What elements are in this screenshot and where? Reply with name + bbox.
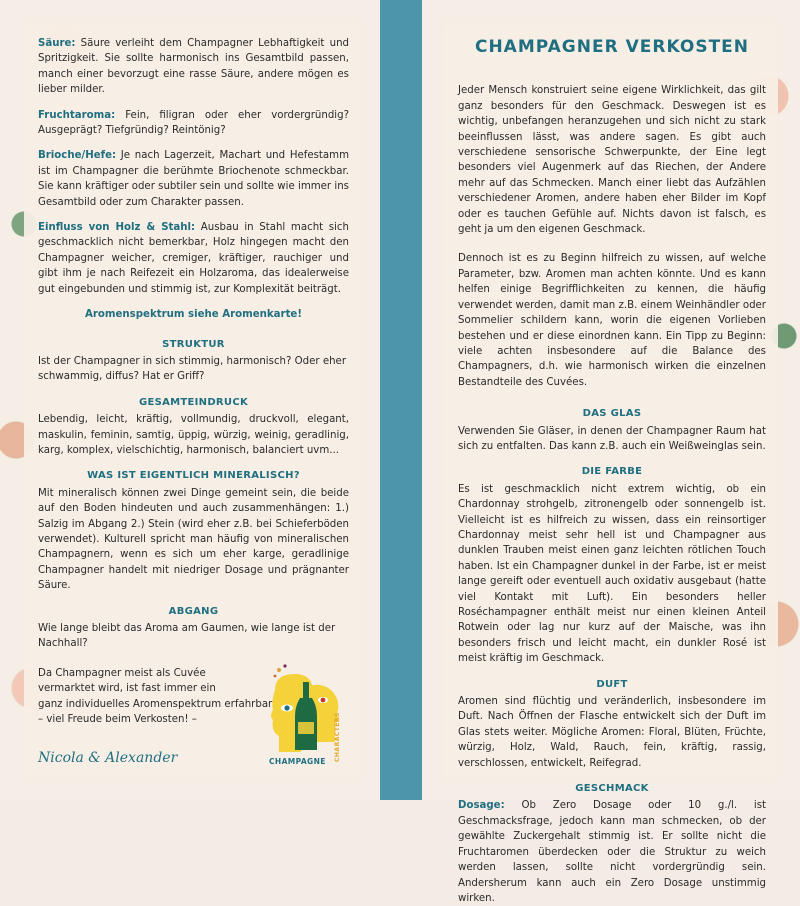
fruchtaroma-text: Fein, filigran oder eher vordergründig? Ausgeprägt? Tiefgründig? Reintönig? bbox=[38, 109, 349, 137]
page-title: CHAMPAGNER VERKOSTEN bbox=[474, 37, 750, 57]
dosage-keyword: Dosage: bbox=[458, 800, 505, 812]
holz-stahl-text: Ausbau in Stahl macht sich geschmacklich nicht bemerkbar, Holz hingegen macht den Champagner weicher, cremiger, kräftiger, rauchiger und gibt ihm je nach Reifezeit ein Holzaroma, das idealerweise gut eingebunden und stimmig ist, zur Komplexität beiträgt. bbox=[38, 222, 349, 295]
holz-stahl-paragraph bbox=[38, 220, 349, 297]
geschmack-paragraph bbox=[458, 798, 766, 906]
saeure-text: Säure verleiht dem Champagner Lebhaftigkeit und Spritzigkeit. Sie sollte harmonisch ins Gesamtbild passen, manch einer bevorzugt eine rasse Säure, andere mögen es lieber milder. bbox=[38, 38, 349, 96]
farbe-text: Es ist geschmacklich nicht extrem wichtig, ob ein Chardonnay strohgelb, zitronengelb oder sonnengelb ist. Vielleicht ist es hilfreich zu wissen, dass ein reinsortiger Chardonnay meist sehr hell ist und Champagner aus dunklen Trauben meist einen ganz leichten rötlichen Touch haben. Ist ein Champagner dunkel in der Farbe, ist er meist lange gereift oder eventuell auch oxidativ ausgebaut (hatte viel Kontakt mit Luft). Ein besonders heller Roséchampagner enthält meist nur einen kleinen Anteil Rotwein oder lag nur kurz auf der Maische, was ihn besonders frisch und leicht macht, ein dunkler Rosé ist meist kräftig im Geschmack. bbox=[458, 483, 766, 665]
brioche-keyword: Brioche/Hefe: bbox=[38, 150, 117, 162]
closing-line: ganz individuelles Aromenspektrum erfahrbar bbox=[38, 698, 273, 710]
right-panel bbox=[444, 22, 778, 904]
abgang-text: Wie lange bleibt das Aroma am Gaumen, wie lange ist der Nachhall? bbox=[38, 623, 336, 650]
struktur-heading: STRUKTUR bbox=[162, 338, 225, 350]
champagne-characters-logo bbox=[265, 662, 345, 770]
geschmack-heading: GESCHMACK bbox=[575, 783, 649, 795]
center-divider bbox=[380, 0, 422, 800]
duft-text: Aromen sind flüchtig und veränderlich, insbesondere im Duft. Nach Öffnen der Flasche entwickelt sich der Duft im Glas stets weiter. Mögliche Aromen: Floral, Blüten, Früchte, würzig, Holz, Wald, Rauch, fein, kräftig, rassig, verschlossen, entwickelt, Reifegrad. bbox=[458, 696, 766, 769]
brioche-paragraph bbox=[38, 148, 349, 210]
struktur-text: Ist der Champagner in sich stimmig, harmonisch? Oder eher schwammig, diffus? Hat er Griff? bbox=[38, 355, 347, 383]
mineralisch-text: Mit mineralisch können zwei Dinge gemeint sein, die beide auf den Boden hindeuten und auch zusammenhängen: 1.) Salzig im Abgang 2.) Stein (wird eher z.B. bei Schieferböden verwendet). Kulturell spricht man häufig von mineralischen Champagnern, wenn es sich um eher karge, geradlinige Champagner handelt mit niedriger Dosage und prägnanter Säure. bbox=[38, 487, 349, 592]
aromenkarte-note: Aromenspektrum siehe Aromenkarte! bbox=[85, 309, 302, 321]
gesamteindruck-heading: GESAMTEINDRUCK bbox=[138, 396, 249, 408]
glas-text: Verwenden Sie Gläser, in denen der Champagner Raum hat sich zu entfalten. Das kann z.B. auch ein Weißweinglas sein. bbox=[458, 425, 766, 452]
saeure-keyword: Säure: bbox=[38, 38, 76, 49]
closing-line: Da Champagner meist als Cuvée bbox=[38, 667, 206, 679]
glas-heading: DAS GLAS bbox=[582, 408, 642, 420]
holz-stahl-keyword: Einfluss von Holz & Stahl: bbox=[38, 222, 196, 234]
gesamteindruck-text: Lebendig, leicht, kräftig, vollmundig, druckvoll, elegant, maskulin, feminin, samtig, üppig, würzig, weinig, geradlinig, karg, komplex, vielschichtig, harmonisch, balanciert uvm... bbox=[38, 414, 349, 456]
logo-word-champagne: Champagne bbox=[269, 757, 326, 766]
abgang-heading: ABGANG bbox=[168, 605, 219, 617]
closing-line: vermarktet wird, ist fast immer ein bbox=[38, 683, 216, 695]
dosage-text: Ob Zero Dosage oder 10 g./l. ist Geschmacksfrage, jedoch kann man schmecken, ob der gewählte Zuckergehalt stimmig ist. Er sollte nicht die Fruchtaromen überdecken oder die Struktur zu weich werden lassen, sollte nicht vordergründig sein. Andersherum kann auch ein Zero Dosage unstimmig wirken. bbox=[458, 800, 766, 904]
duft-heading: DUFT bbox=[596, 678, 628, 690]
signature: Nicola & Alexander bbox=[38, 749, 178, 766]
logo-word-characters: Characters bbox=[334, 712, 341, 762]
fruchtaroma-paragraph bbox=[38, 108, 349, 139]
left-panel bbox=[24, 22, 361, 778]
brioche-text: Je nach Lagerzeit, Machart und Hefestamm ist im Champagner die berühmte Briochenote schmeckbar. Sie kann kräftiger oder subtiler sein und sollte wie immer ins Gesamtbild oder zum Charakter passen. bbox=[38, 150, 349, 208]
intro-paragraph: Jeder Mensch konstruiert seine eigene Wirklichkeit, das gilt ganz besonders für den Geschmack. Deswegen ist es wichtig, unbefangen heranzugehen und sich nicht zu stark beeinflussen lässt, was andere sagen. Es gibt auch verschiedene sensorische Schwerpunkte, der Eine legt besonders viel Augenmerk auf das Riechen, der Andere mehr auf das Schmecken. Manch einer liebt das Aufzählen verschiedener Aromen, andere haben eher Bilder im Kopf oder es tauchen Gefühle auf. Nichts davon ist falsch, es geht ja um den eigenen Geschmack. bbox=[458, 85, 766, 236]
mineralisch-heading: WAS IST EIGENTLICH MINERALISCH? bbox=[87, 470, 300, 482]
farbe-heading: DIE FARBE bbox=[581, 466, 643, 478]
fruchtaroma-keyword: Fruchtaroma: bbox=[38, 109, 116, 121]
intro-paragraph-2: Dennoch ist es zu Beginn hilfreich zu wissen, auf welche Parameter, bzw. Aromen man achten könnte. Und es kann helfen einige Begrifflichkeiten zu kennen, die häufig verwendet werden, damit man z.B. einem Weinhändler oder Sommelier schildern kann, worin die eigenen Vorlieben bestehen und er diese einordnen kann. Ein Tipp zu Beginn: viele achten insbesondere auf die Balance des Champagners, d.h. wie harmonisch wirken die einzelnen Bestandteile des Cuvées. bbox=[458, 253, 766, 388]
closing-line: – viel Freude beim Verkosten! – bbox=[38, 714, 197, 726]
saeure-paragraph bbox=[38, 36, 349, 98]
